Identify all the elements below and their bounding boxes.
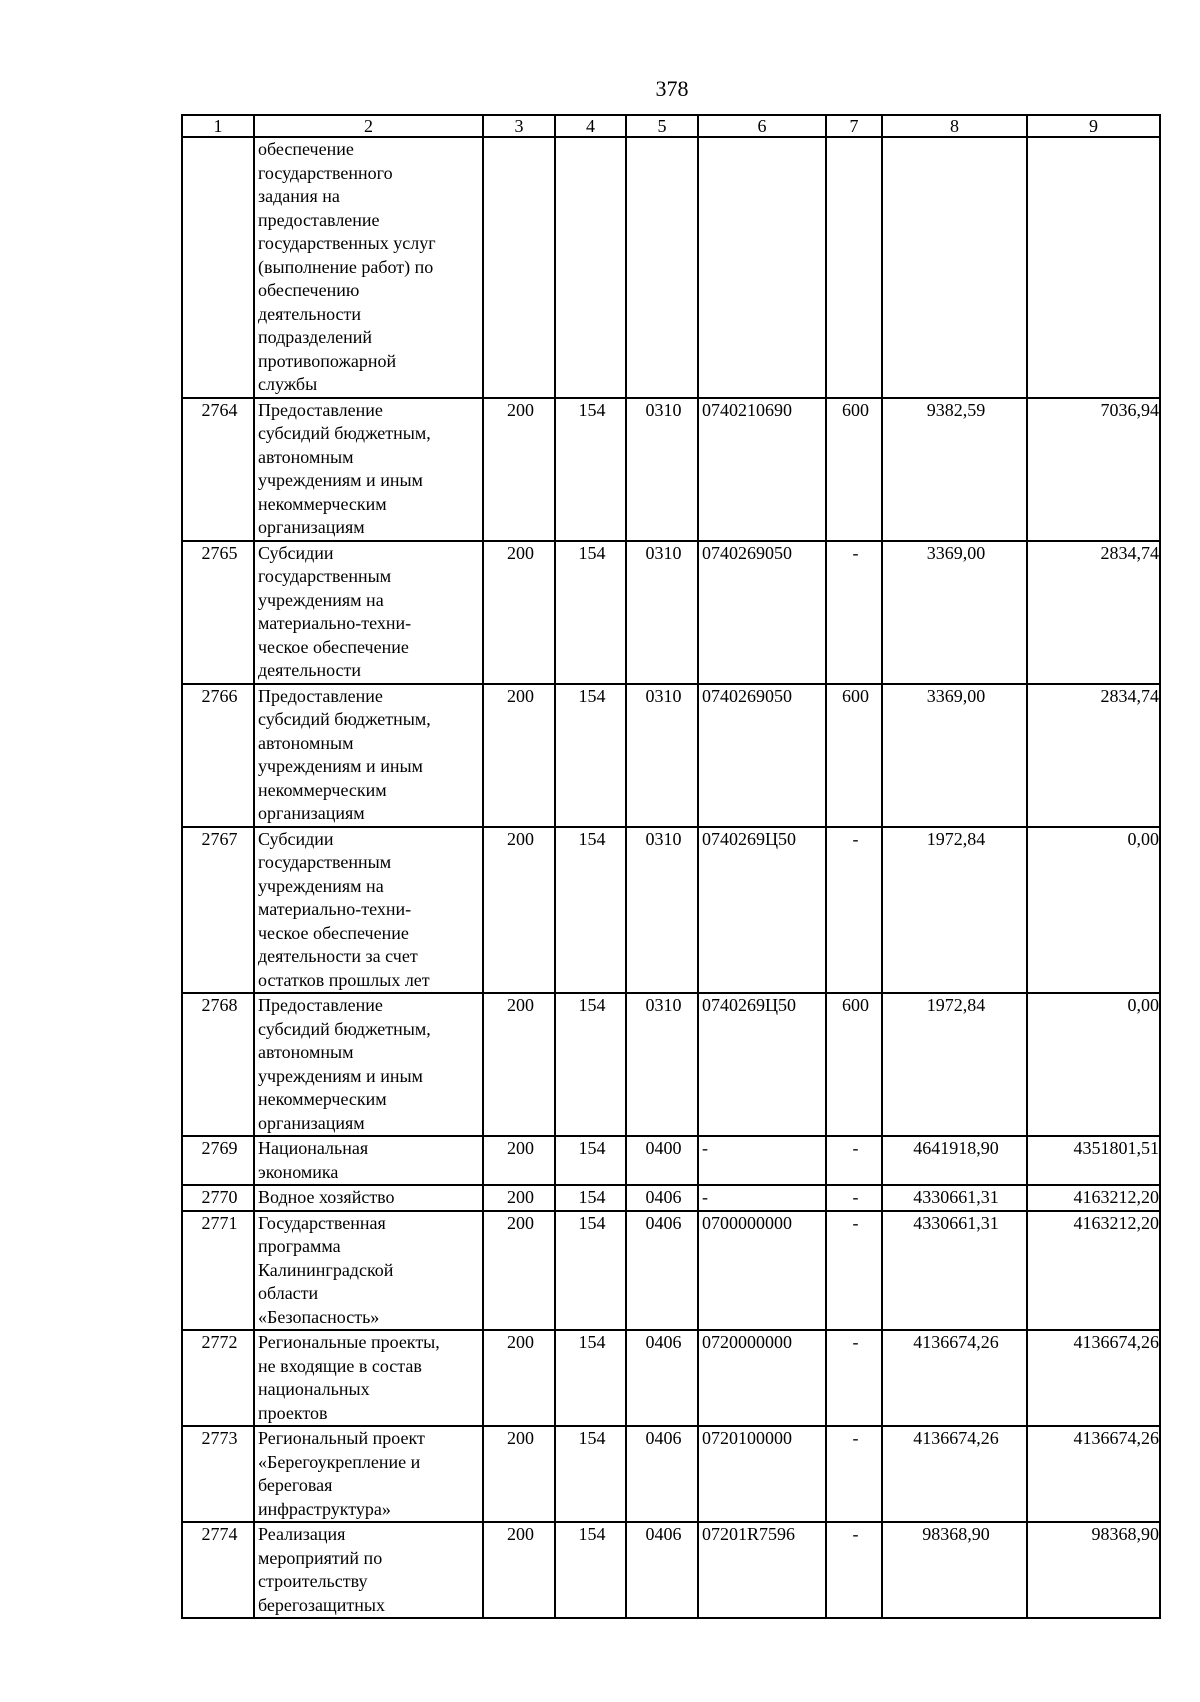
column-7-cell: 600: [826, 684, 882, 827]
column-header: 7: [826, 115, 882, 137]
column-9-cell: 4136674,26: [1027, 1426, 1160, 1522]
column-8-cell: 4136674,26: [882, 1330, 1027, 1426]
column-7-cell: -: [826, 827, 882, 994]
column-7-cell: -: [826, 1330, 882, 1426]
column-3-cell: 200: [483, 1211, 555, 1331]
column-7-cell: -: [826, 1211, 882, 1331]
column-9-cell: 0,00: [1027, 827, 1160, 994]
column-8-cell: 1972,84: [882, 993, 1027, 1136]
column-9-cell: 7036,94: [1027, 398, 1160, 541]
column-3-cell: 200: [483, 541, 555, 684]
row-number-cell: 2767: [182, 827, 254, 994]
column-9-cell: 4351801,51: [1027, 1136, 1160, 1185]
column-6-cell: 0740210690: [698, 398, 826, 541]
column-9-cell: 4163212,20: [1027, 1185, 1160, 1211]
column-4-cell: 154: [555, 827, 626, 994]
row-name-cell: Субсидии государственным учреждениям на материально-техни- ческое обеспечение деятельности: [254, 541, 483, 684]
row-name-cell: Региональный проект «Берегоукрепление и береговая инфраструктура»: [254, 1426, 483, 1522]
column-3-cell: 200: [483, 1185, 555, 1211]
table-body: [182, 137, 1160, 1618]
row-number-cell: 2774: [182, 1522, 254, 1618]
row-number-cell: [182, 137, 254, 398]
budget-table: [181, 114, 1161, 1619]
table-row: [182, 827, 1160, 994]
column-4-cell: 154: [555, 1211, 626, 1331]
column-9-cell: 0,00: [1027, 993, 1160, 1136]
column-6-cell: -: [698, 1185, 826, 1211]
column-7-cell: -: [826, 1185, 882, 1211]
column-9-cell: 4163212,20: [1027, 1211, 1160, 1331]
column-6-cell: [698, 137, 826, 398]
column-7-cell: [826, 137, 882, 398]
column-7-cell: 600: [826, 993, 882, 1136]
page-number: 378: [655, 76, 689, 101]
column-7-cell: 600: [826, 398, 882, 541]
column-9-cell: 2834,74: [1027, 541, 1160, 684]
column-5-cell: 0406: [626, 1185, 698, 1211]
row-name-cell: Региональные проекты, не входящие в состав национальных проектов: [254, 1330, 483, 1426]
column-3-cell: 200: [483, 1522, 555, 1618]
column-8-cell: 4641918,90: [882, 1136, 1027, 1185]
column-header: 4: [555, 115, 626, 137]
column-3-cell: 200: [483, 993, 555, 1136]
column-4-cell: 154: [555, 1185, 626, 1211]
table-row: [182, 1426, 1160, 1522]
column-5-cell: 0310: [626, 827, 698, 994]
column-5-cell: 0406: [626, 1426, 698, 1522]
row-number-cell: 2772: [182, 1330, 254, 1426]
column-4-cell: 154: [555, 1330, 626, 1426]
row-number-cell: 2766: [182, 684, 254, 827]
column-9-cell: 2834,74: [1027, 684, 1160, 827]
column-4-cell: 154: [555, 1426, 626, 1522]
row-number-cell: 2773: [182, 1426, 254, 1522]
column-7-cell: -: [826, 1522, 882, 1618]
table-row: [182, 1330, 1160, 1426]
row-name-cell: обеспечение государственного задания на предоставление государственных услуг (выполнение работ) по обеспечению деятельности подразделений противопожарной службы: [254, 137, 483, 398]
row-number-cell: 2769: [182, 1136, 254, 1185]
table-header: [182, 115, 1160, 137]
column-7-cell: -: [826, 1136, 882, 1185]
column-3-cell: 200: [483, 1330, 555, 1426]
column-3-cell: [483, 137, 555, 398]
column-header: 6: [698, 115, 826, 137]
column-6-cell: 07201R7596: [698, 1522, 826, 1618]
column-6-cell: 0740269050: [698, 541, 826, 684]
column-3-cell: 200: [483, 398, 555, 541]
column-3-cell: 200: [483, 1136, 555, 1185]
table-row: [182, 1211, 1160, 1331]
column-6-cell: 0740269Ц50: [698, 993, 826, 1136]
column-8-cell: 1972,84: [882, 827, 1027, 994]
column-8-cell: 4330661,31: [882, 1211, 1027, 1331]
column-5-cell: 0310: [626, 541, 698, 684]
column-header: 9: [1027, 115, 1160, 137]
column-5-cell: 0406: [626, 1330, 698, 1426]
table-row: [182, 1185, 1160, 1211]
column-6-cell: 0740269050: [698, 684, 826, 827]
column-6-cell: 0700000000: [698, 1211, 826, 1331]
column-header: 3: [483, 115, 555, 137]
column-8-cell: 98368,90: [882, 1522, 1027, 1618]
table-row: [182, 684, 1160, 827]
column-7-cell: -: [826, 1426, 882, 1522]
column-5-cell: 0406: [626, 1211, 698, 1331]
column-8-cell: [882, 137, 1027, 398]
column-4-cell: 154: [555, 993, 626, 1136]
column-9-cell: [1027, 137, 1160, 398]
column-5-cell: [626, 137, 698, 398]
row-name-cell: Субсидии государственным учреждениям на материально-техни- ческое обеспечение деятельности за счет остатков прошлых лет: [254, 827, 483, 994]
table-row: [182, 1136, 1160, 1185]
row-number-cell: 2768: [182, 993, 254, 1136]
column-7-cell: -: [826, 541, 882, 684]
column-header: 8: [882, 115, 1027, 137]
column-6-cell: -: [698, 1136, 826, 1185]
column-5-cell: 0310: [626, 993, 698, 1136]
column-4-cell: 154: [555, 541, 626, 684]
column-4-cell: 154: [555, 684, 626, 827]
table-row: [182, 137, 1160, 398]
table-row: [182, 398, 1160, 541]
row-name-cell: Государственная программа Калининградской области «Безопасность»: [254, 1211, 483, 1331]
row-number-cell: 2771: [182, 1211, 254, 1331]
row-number-cell: 2765: [182, 541, 254, 684]
column-3-cell: 200: [483, 684, 555, 827]
column-6-cell: 0720100000: [698, 1426, 826, 1522]
column-5-cell: 0406: [626, 1522, 698, 1618]
column-8-cell: 3369,00: [882, 541, 1027, 684]
row-name-cell: Предоставление субсидий бюджетным, автономным учреждениям и иным некоммерческим организациям: [254, 684, 483, 827]
column-header: 5: [626, 115, 698, 137]
column-9-cell: 98368,90: [1027, 1522, 1160, 1618]
row-name-cell: Водное хозяйство: [254, 1185, 483, 1211]
column-4-cell: [555, 137, 626, 398]
column-4-cell: 154: [555, 1136, 626, 1185]
row-name-cell: Предоставление субсидий бюджетным, автономным учреждениям и иным некоммерческим организациям: [254, 398, 483, 541]
column-3-cell: 200: [483, 1426, 555, 1522]
column-5-cell: 0400: [626, 1136, 698, 1185]
column-6-cell: 0720000000: [698, 1330, 826, 1426]
column-3-cell: 200: [483, 827, 555, 994]
table-row: [182, 1522, 1160, 1618]
column-5-cell: 0310: [626, 398, 698, 541]
column-header: 1: [182, 115, 254, 137]
table-row: [182, 541, 1160, 684]
row-number-cell: 2770: [182, 1185, 254, 1211]
table-row: [182, 993, 1160, 1136]
row-name-cell: Реализация мероприятий по строительству берегозащитных: [254, 1522, 483, 1618]
column-9-cell: 4136674,26: [1027, 1330, 1160, 1426]
column-8-cell: 4330661,31: [882, 1185, 1027, 1211]
column-8-cell: 3369,00: [882, 684, 1027, 827]
column-8-cell: 4136674,26: [882, 1426, 1027, 1522]
column-header: 2: [254, 115, 483, 137]
row-name-cell: Национальная экономика: [254, 1136, 483, 1185]
column-4-cell: 154: [555, 398, 626, 541]
row-number-cell: 2764: [182, 398, 254, 541]
column-5-cell: 0310: [626, 684, 698, 827]
column-4-cell: 154: [555, 1522, 626, 1618]
column-8-cell: 9382,59: [882, 398, 1027, 541]
column-6-cell: 0740269Ц50: [698, 827, 826, 994]
row-name-cell: Предоставление субсидий бюджетным, автономным учреждениям и иным некоммерческим организациям: [254, 993, 483, 1136]
